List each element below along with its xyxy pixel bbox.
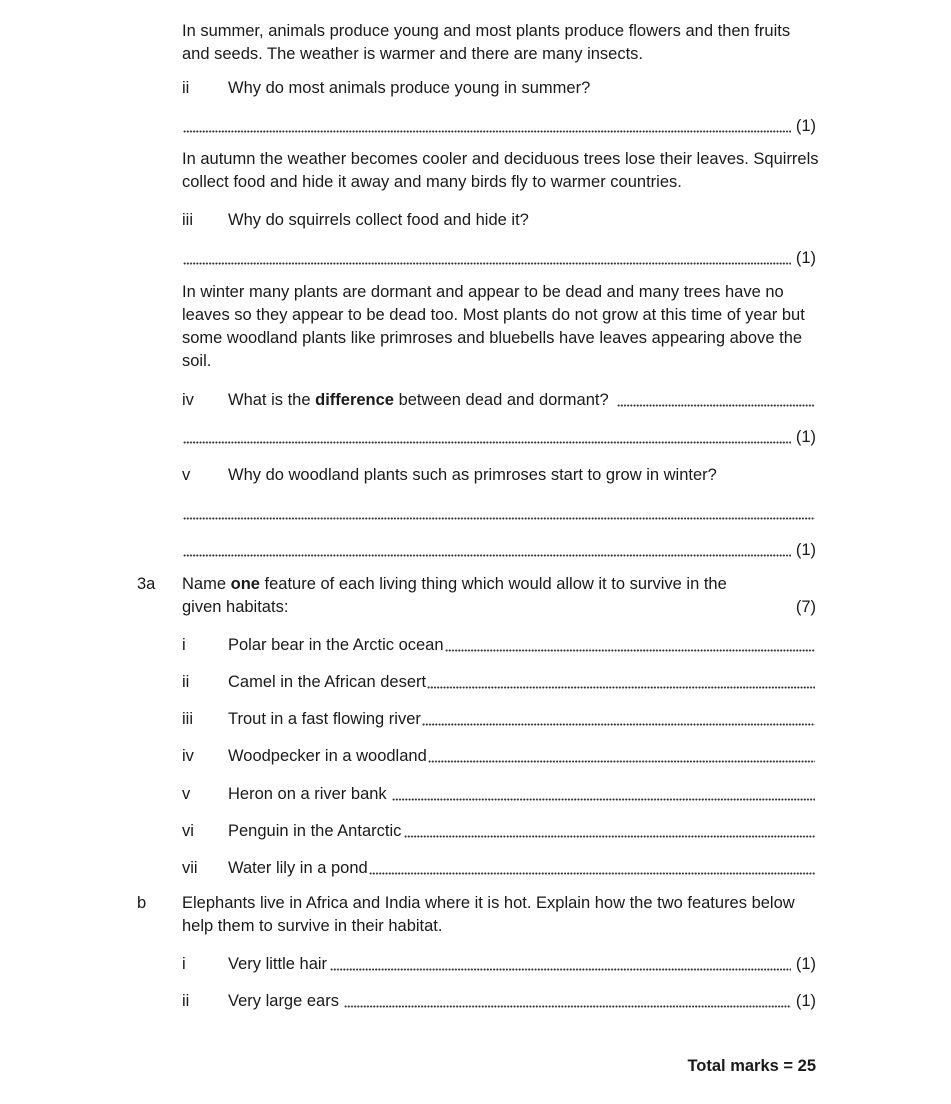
question-number-b: b [137,894,147,912]
question-v [182,464,816,486]
mark-label: (1) [795,541,816,559]
q3b-item-i[interactable] [182,953,816,975]
answer-line[interactable] [182,502,816,524]
dotted-line [422,723,815,726]
mark-label: (1) [795,992,816,1010]
item-number: i [182,636,186,654]
item-text: Woodpecker in a woodland [228,747,427,765]
dotted-line [183,554,791,557]
q3a-item-vi[interactable] [182,820,816,842]
question-number: v [182,466,191,484]
q3a-item-iv[interactable] [182,745,816,767]
mark-label: (7) [795,598,816,616]
item-number: v [182,785,191,803]
item-number: ii [182,992,190,1010]
dotted-line [330,968,791,971]
q3a-item-vii[interactable] [182,857,816,879]
question-number-3a: 3a [137,575,156,593]
q3a-item-ii[interactable] [182,671,816,693]
item-text: Heron on a river bank [228,785,387,803]
question-iii [182,209,816,231]
mark-label: (1) [795,955,816,973]
q3a-item-v[interactable] [182,783,816,805]
question-number: iv [182,391,194,409]
winter-paragraph: In winter many plants are dormant and appear to be dead and many trees have no leaves so they appear to be dead too. Most plants do not grow at this time of year but some woodland plants like primroses and bluebells have leaves appearing above the soil. [182,283,805,370]
prompt-line-2: given habitats: [182,598,289,616]
q3b-item-ii[interactable] [182,990,816,1012]
question-text: What is the difference between dead and dormant? [228,391,609,409]
dotted-line [427,686,815,689]
question-ii [182,77,816,99]
item-text: Water lily in a pond [228,859,368,877]
item-text: Very little hair [228,955,328,973]
answer-line[interactable] [182,115,816,137]
answer-line[interactable] [182,426,816,448]
emphasis-one: one [230,575,260,593]
mark-label: (1) [795,249,816,267]
item-number: i [182,955,186,973]
item-number: ii [182,673,190,691]
question-text: Why do woodland plants such as primroses start to grow in winter? [228,466,717,484]
summer-paragraph: In summer, animals produce young and most plants produce flowers and then fruits and seeds. The weather is warmer and there are many insects. [182,22,791,63]
item-text: Penguin in the Antarctic [228,822,402,840]
question-b-prompt: Elephants live in Africa and India where it is hot. Explain how the two features below help them to survive in their habitat. [182,894,795,935]
total-marks: Total marks = 25 [687,1057,816,1075]
autumn-paragraph: In autumn the weather becomes cooler and deciduous trees lose their leaves. Squirrels collect food and hide it away and many birds fly to warmer countries. [182,150,819,191]
dotted-line [369,872,815,875]
item-text: Camel in the African desert [228,673,427,691]
q3a-item-iii[interactable] [182,708,816,730]
item-number: vi [182,822,194,840]
dotted-line [445,649,815,652]
dotted-line [183,262,791,265]
dotted-line [344,1005,791,1008]
question-iv [182,389,816,411]
dotted-line [428,760,815,763]
dotted-line [404,835,815,838]
question-number: ii [182,79,190,97]
item-text: Polar bear in the Arctic ocean [228,636,444,654]
item-number: iii [182,710,193,728]
q3a-item-i[interactable] [182,634,816,656]
dotted-line [392,798,815,801]
question-3a-prompt: Name one feature of each living thing which would allow it to survive in the given habitats: (7) [182,573,816,619]
question-text: Why do squirrels collect food and hide it? [228,211,529,229]
question-text: Why do most animals produce young in summer? [228,79,591,97]
answer-line[interactable] [182,247,816,269]
item-text: Very large ears [228,992,339,1010]
dotted-line [183,517,815,520]
dotted-line [183,130,791,133]
dotted-line[interactable] [617,404,815,407]
question-number: iii [182,211,193,229]
dotted-line [183,441,791,444]
item-number: iv [182,747,194,765]
item-text: Trout in a fast flowing river [228,710,421,728]
mark-label: (1) [795,117,816,135]
item-number: vii [182,859,198,877]
mark-label: (1) [795,428,816,446]
emphasis-difference: difference [315,391,394,409]
answer-line[interactable] [182,539,816,561]
